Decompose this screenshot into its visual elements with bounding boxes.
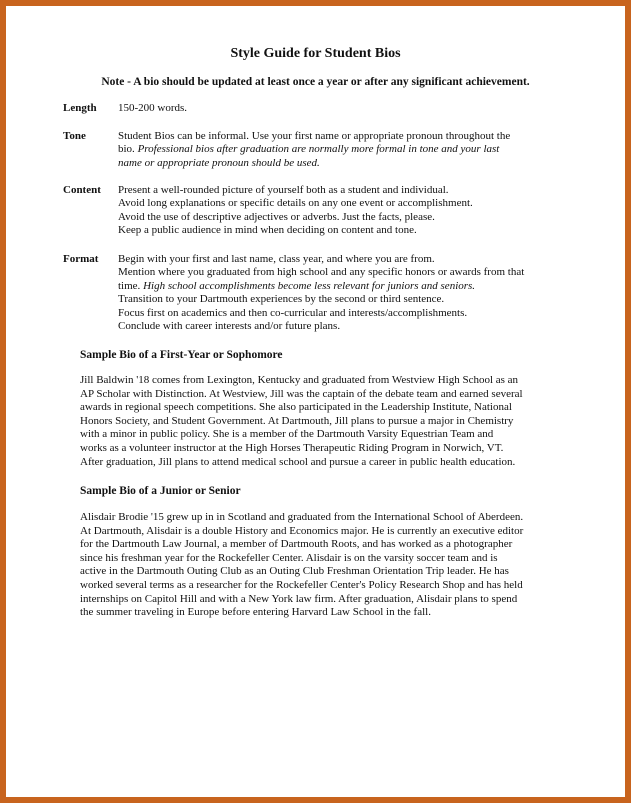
format-line-3-plain: time. [118, 279, 144, 292]
bio-line: the summer traveling in Europe before entering Harvard Law School in the fall. [80, 606, 431, 619]
content-line: Present a well-rounded picture of yourself both as a student and individual. [118, 184, 449, 196]
bio-line: active in the Dartmouth Outing Club as an Outing Club Freshman Orientation Trip leader. He has [80, 565, 509, 578]
bio-line: for the Dartmouth Law Journal, a member of Dartmouth Roots, and has worked as a photographer [80, 538, 513, 551]
sample-junior-senior-bio [80, 511, 560, 620]
bio-line: Alisdair Brodie '15 grew up in in Scotland and graduated from the International School of Aberdeen. [80, 511, 524, 523]
tone-label: Tone [63, 130, 86, 142]
length-line: 150-200 words. [118, 102, 188, 114]
bio-line: Jill Baldwin '18 comes from Lexington, Kentucky and graduated from Westview High School as an [80, 374, 519, 386]
format-label: Format [63, 253, 99, 265]
bio-line: AP Scholar with Distinction. At Westview, Jill was the captain of the debate team and earned several [80, 387, 523, 400]
bio-line: with a minor in public policy. She is a member of the Dartmouth Varsity Equestrian Team and [80, 428, 494, 441]
tone-line-3: name or appropriate pronoun should be used. [118, 156, 320, 169]
bio-line: worked several terms as a researcher for the Rockefeller Center's Policy Research Shop and has held [80, 578, 523, 591]
tone-line-2-italic: Professional bios after graduation are normally more formal in tone and your last [137, 143, 500, 156]
format-line-1: Begin with your first and last name, class year, and where you are from. [118, 253, 435, 265]
format-line-2: Mention where you graduated from high school and any specific honors or awards from that [118, 266, 525, 279]
bio-line: Honors Society, and Student Government. At Dartmouth, Jill plans to pursue a major in Chemistry [80, 414, 514, 427]
content-line: Keep a public audience in mind when deciding on content and tone. [118, 224, 417, 237]
tone-line-2 [118, 143, 563, 156]
format-line-5: Focus first on academics and then co-curricular and interests/accomplishments. [118, 306, 468, 319]
length-content [118, 102, 563, 115]
content-line: Avoid long explanations or specific details on any one event or accomplishment. [118, 197, 473, 210]
bio-line: After graduation, Jill plans to attend medical school and pursue a career in public health education. [80, 455, 516, 468]
tone-line-2-plain: bio. [118, 143, 138, 156]
page-title: Style Guide for Student Bios [230, 46, 401, 61]
content-line: Avoid the use of descriptive adjectives or adverbs. Just the facts, please. [118, 210, 435, 223]
format-line-4: Transition to your Dartmouth experiences by the second or third sentence. [118, 293, 445, 306]
format-line-3 [118, 280, 563, 293]
bio-line: works as a volunteer instructor at the High Horses Therapeutic Riding Program in Norwich, VT. [80, 441, 504, 454]
document-page [6, 6, 625, 797]
bio-line: At Dartmouth, Alisdair is a double History and Economics major. He is currently an executive editor [80, 524, 524, 537]
bio-line: since his freshman year for the Rockefeller Center. Alisdair is on the varsity soccer team and is [80, 551, 498, 564]
content-label: Content [63, 184, 101, 196]
length-label: Length [63, 102, 97, 114]
content-content [118, 184, 563, 238]
format-line-6: Conclude with career interests and/or future plans. [118, 320, 341, 333]
format-content [118, 253, 563, 333]
update-note: Note - A bio should be updated at least once a year or after any significant achievement. [101, 76, 530, 88]
tone-line-1: Student Bios can be informal. Use your first name or appropriate pronoun throughout the [118, 130, 511, 142]
sample-junior-senior-heading: Sample Bio of a Junior or Senior [80, 485, 241, 497]
sample-first-year-bio [80, 374, 560, 469]
sample-first-year-heading: Sample Bio of a First-Year or Sophomore [80, 349, 283, 361]
bio-line: awards in regional speech competitions. She also participated in the Leadership Institute, National [80, 401, 512, 414]
format-line-3-italic: High school accomplishments become less relevant for juniors and seniors. [143, 279, 476, 292]
tone-content [118, 130, 563, 170]
bio-line: internships on Capitol Hill and with a New York law firm. After graduation, Alisdair plans to spend [80, 592, 518, 605]
